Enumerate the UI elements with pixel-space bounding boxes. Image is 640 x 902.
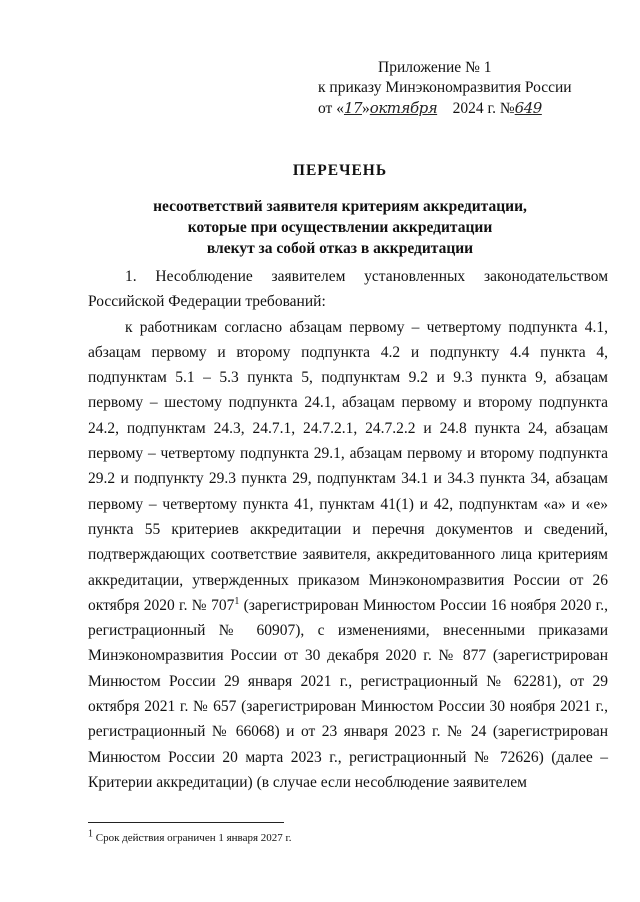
appendix-date-line (318, 98, 608, 119)
paragraph-part-2: (зарегистрирован Минюстом России 16 ноября 2020 г., регистрационный № 60907), с изменениями, внесенными приказами Минэкономразвития России от 30 декабря 2020 г. № 877 (зарегистрирован Минюстом России 29 января 2021 г., регистрационный № 62281), от 29 октября 2021 г. № 657 (зарегистрирован Минюстом России 30 ноября 2021 г., регистрационный № 66068) и от 23 января 2023 г. № 24 (зарегистрирован Минюстом России 20 марта 2023 г., регистрационный № 72626) (далее – Критерии аккредитации) (в случае если несоблюдение заявителем (88, 596, 608, 791)
item-1: 1. Несоблюдение заявителем установленных законодательством Российской Федерации требований: (88, 268, 608, 311)
document-body (88, 264, 608, 795)
date-quote: » (362, 100, 370, 117)
footnote (88, 828, 292, 844)
title-line-1: несоответствий заявителя критериям аккредитации, (153, 198, 527, 215)
title-heading: ПЕРЕЧЕНЬ (292, 162, 388, 179)
paragraph-requirements (88, 315, 608, 796)
date-from: от « (318, 100, 344, 117)
title-line-3: влекут за собой отказ в аккредитации (206, 240, 474, 257)
footnote-mark: 1 (88, 828, 93, 840)
title-line-2: которые при осуществлении аккредитации (187, 219, 493, 236)
footnote-divider (88, 822, 284, 823)
handwritten-number: 649 (514, 99, 542, 117)
document-title (90, 160, 590, 259)
appendix-order-ref: к приказу Минэкономразвития России (318, 79, 572, 96)
footnote-text: Срок действия ограничен 1 января 2027 г. (93, 832, 292, 844)
paragraph-part-1: к работникам согласно абзацам первому – четвертому подпункта 4.1, абзацам первому и второму подпункта 4.2 и подпункту 4.4 пункта 4, подпунктам 5.1 – 5.3 пункта 5, подпунктам 9.2 и 9.3 пункта 9, абзацам первому – шестому подпункта 24.1, абзацам первому и второму подпункта 24.2, подпунктам 24.3, 24.7.1, 24.7.2.1, 24.7.2.2 и 24.8 пункта 24, абзацам первому – четвертому подпункта 29.1, абзацам первому и второму подпункта 29.2 и подпункту 29.3 пункта 29, подпунктам 34.1 и 34.3 пункта 34, абзацам первому – четвертому пункта 41, пунктам 41(1) и 42, подпунктам «а» и «е» пункта 55 критериев аккредитации и перечня документов и сведений, подтверждающих соответствие заявителя, аккредитованного лица критериям аккредитации, утвержденных приказом Минэкономразвития России от 26 октября 2020 г. № 707 (88, 318, 608, 614)
handwritten-day: 17 (343, 99, 363, 117)
date-year: 2024 г. № (452, 100, 515, 117)
footnote-ref: 1 (234, 595, 240, 607)
handwritten-month: октября (369, 99, 438, 117)
appendix-header (318, 58, 608, 119)
appendix-title: Приложение № 1 (378, 59, 492, 76)
